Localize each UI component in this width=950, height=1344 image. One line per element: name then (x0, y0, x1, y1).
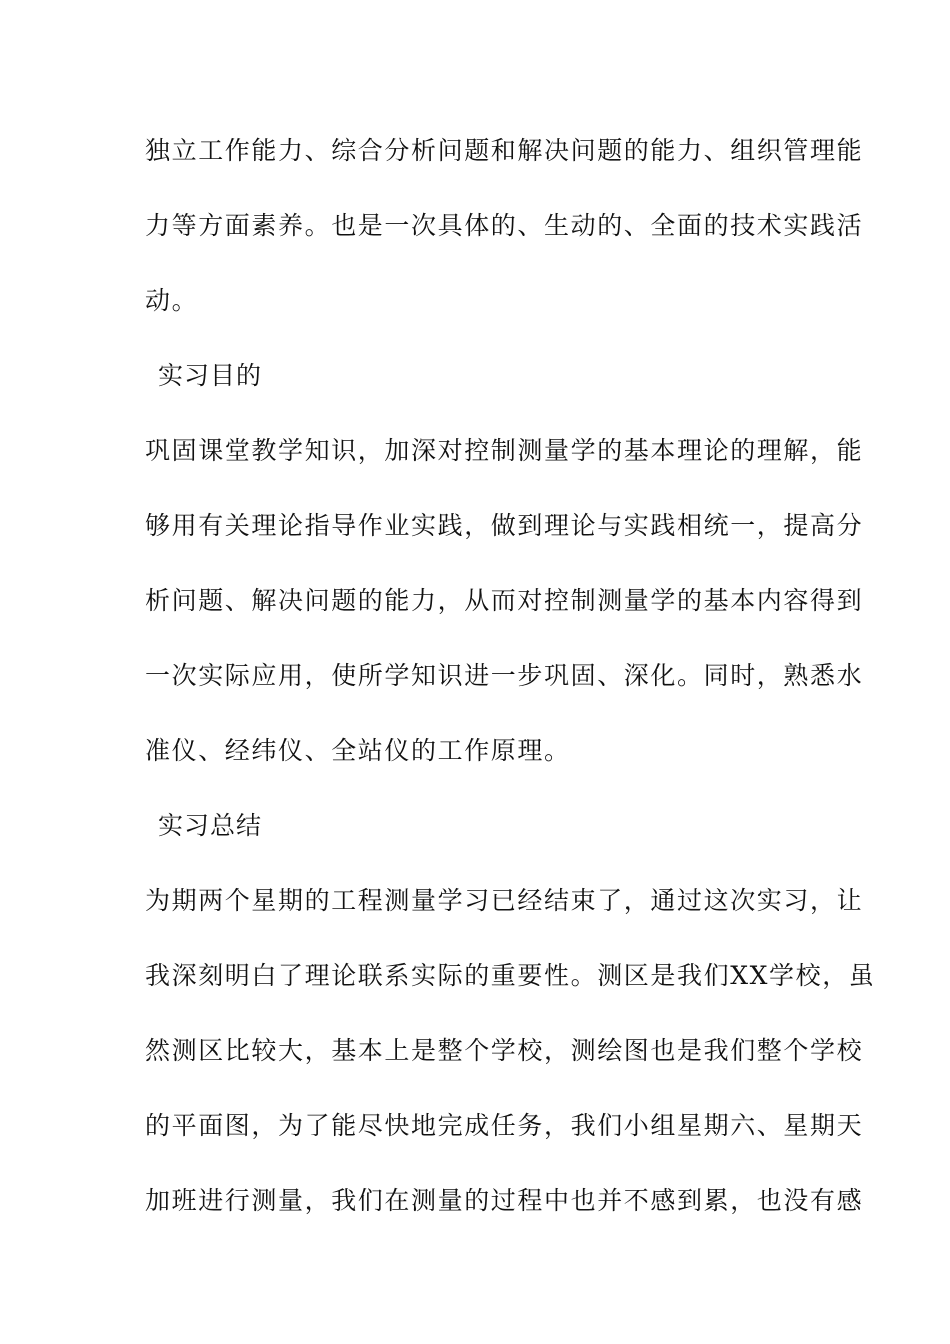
body-text-line: 然测区比较大，基本上是整个学校，测绘图也是我们整个学校 (145, 1036, 864, 1065)
section-heading-summary: 实习总结 (158, 811, 263, 840)
body-text-line: 一次实际应用，使所学知识进一步巩固、深化。同时，熟悉水 (145, 661, 864, 690)
body-text-line: 我深刻明白了理论联系实际的重要性。测区是我们XX学校，虽 (145, 961, 876, 990)
body-text-line: 为期两个星期的工程测量学习已经结束了，通过这次实习，让 (145, 886, 864, 915)
body-text-line: 动。 (145, 286, 199, 315)
body-text-line: 巩固课堂教学知识，加深对控制测量学的基本理论的理解，能 (145, 436, 864, 465)
body-text-line: 加班进行测量，我们在测量的过程中也并不感到累，也没有感 (145, 1186, 864, 1215)
body-text-line: 够用有关理论指导作业实践，做到理论与实践相统一，提高分 (145, 511, 864, 540)
body-text-line: 力等方面素养。也是一次具体的、生动的、全面的技术实践活 (145, 211, 864, 240)
body-text-line: 析问题、解决问题的能力，从而对控制测量学的基本内容得到 (145, 586, 864, 615)
body-text-line: 的平面图，为了能尽快地完成任务，我们小组星期六、星期天 (145, 1111, 864, 1140)
section-heading-purpose: 实习目的 (158, 361, 263, 390)
body-text-line: 独立工作能力、综合分析问题和解决问题的能力、组织管理能 (145, 136, 864, 165)
body-text-line: 准仪、经纬仪、全站仪的工作原理。 (145, 736, 571, 765)
